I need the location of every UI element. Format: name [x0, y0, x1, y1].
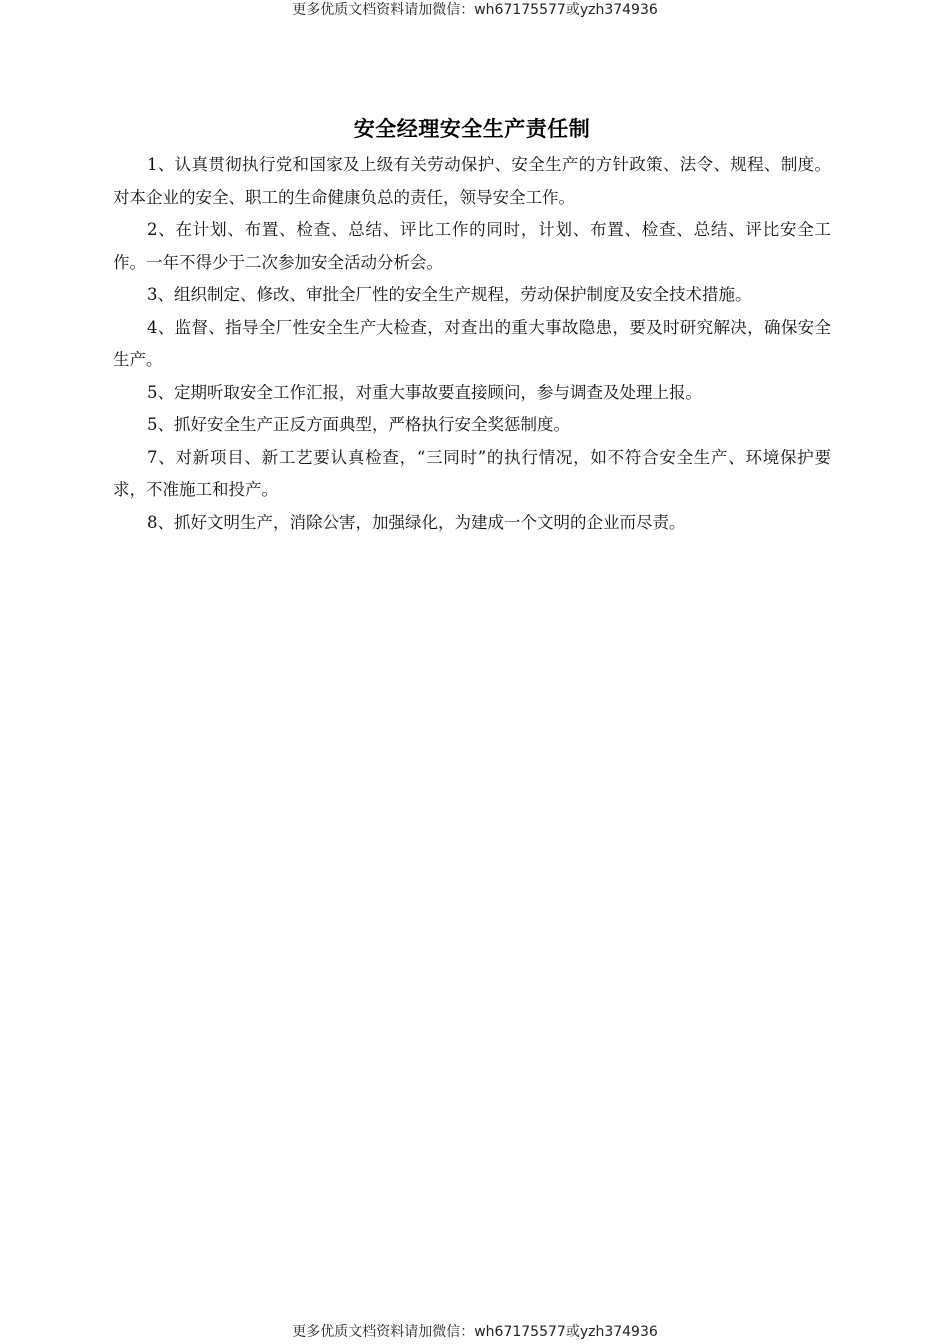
clause-8: 8、抓好文明生产，消除公害，加强绿化，为建成一个文明的企业而尽责。: [147, 512, 686, 532]
clause-6: 5、抓好安全生产正反方面典型，严格执行安全奖惩制度。: [147, 415, 570, 434]
clause-7: 7、对新项目、新工艺要认真检查，“三同时”的执行情况，如不符合安全生产、环境保护要求，不准施工和投产。: [113, 447, 831, 499]
clause-4: 4、监督、指导全厂性安全生产大检查，对查出的重大事故隐患，要及时研究解决，确保安全生产。: [113, 317, 831, 369]
document-body: [113, 112, 831, 539]
footer-banner: 更多优质文档资料请加微信：wh67175577或yzh374936: [292, 1324, 658, 1340]
clause-3: 3、组织制定、修改、审批全厂性的安全生产规程，劳动保护制度及安全技术措施。: [147, 285, 752, 304]
clause-1: 1、认真贯彻执行党和国家及上级有关劳动保护、安全生产的方针政策、法令、规程、制度。对本企业的安全、职工的生命健康负总的责任，领导安全工作。: [113, 155, 831, 207]
clause-2: 2、在计划、布置、检查、总结、评比工作的同时，计划、布置、检查、总结、评比安全工作。一年不得少于二次参加安全活动分析会。: [113, 220, 831, 272]
header-banner: 更多优质文档资料请加微信：wh67175577或yzh374936: [292, 2, 658, 18]
clause-5: 5、定期听取安全工作汇报，对重大事故要直接顾问，参与调查及处理上报。: [147, 382, 702, 402]
document-title: 安全经理安全生产责任制: [353, 117, 591, 141]
